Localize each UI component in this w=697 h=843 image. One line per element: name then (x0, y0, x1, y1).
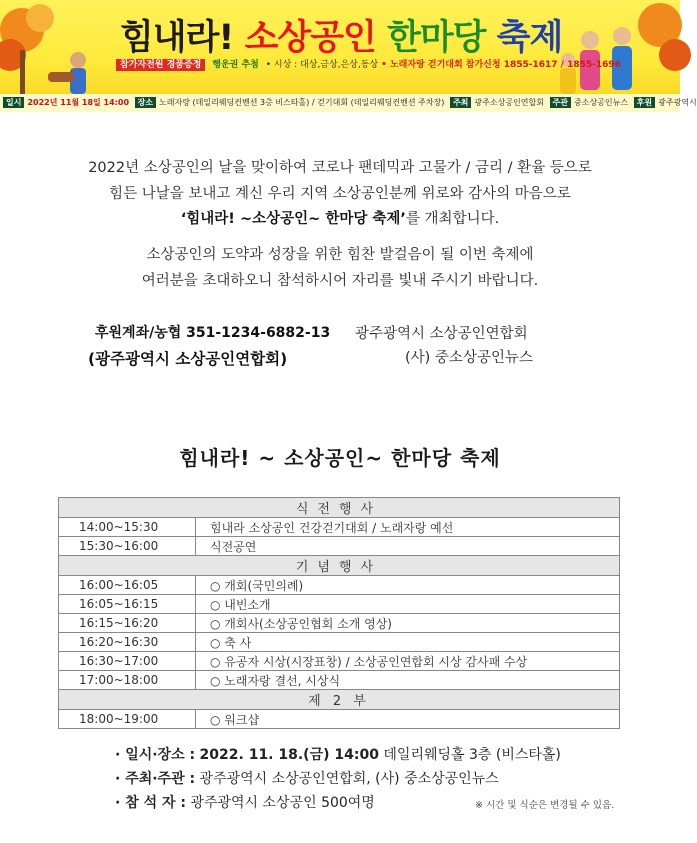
date-value: 2022년 11월 18일 14:00 (27, 98, 130, 107)
time-cell: 17:00~18:00 (59, 671, 196, 690)
title-part3: 한마당 (387, 18, 486, 58)
date-value-bold: 2022. 11. 18.(금) 14:00 (199, 747, 379, 763)
time-cell: 16:30~17:00 (59, 652, 196, 671)
place-value: 노래자랑 (데일리웨딩컨벤션 3층 비스타홀) / 걷기대회 (데일리웨딩컨벤션 주차장) (159, 98, 445, 107)
account-holder: (광주광역시 소상공인연합회) (88, 350, 288, 368)
intro-line-1: 2022년 소상공인의 날을 맞이하여 코로나 팬데믹과 고물가 / 금리 / 환율 등으로 (88, 160, 592, 176)
desc-cell: ○ 워크샵 (196, 710, 620, 729)
schedule-table (58, 497, 620, 729)
attendees-label: · 참 석 자 : (115, 795, 186, 811)
time-cell: 16:15~16:20 (59, 614, 196, 633)
table-row (59, 671, 620, 690)
signup-text: • 노래자랑 걷기대회 참가신청 1855-1617 / 1855-1696 (381, 60, 621, 70)
table-row (59, 576, 620, 595)
awards-text: • 시상 : 대상,금상,은상,동상 (265, 60, 379, 70)
time-cell: 16:20~16:30 (59, 633, 196, 652)
time-cell: 18:00~19:00 (59, 710, 196, 729)
organizer-1: 광주광역시 소상공인연합회 (355, 326, 528, 342)
time-cell: 16:00~16:05 (59, 576, 196, 595)
intro-line-3 (40, 207, 640, 228)
desc-cell: 식전공연 (196, 537, 620, 556)
desc-cell: 힘내라 소상공인 건강걷기대회 / 노래자랑 예선 (196, 518, 620, 537)
table-row (59, 537, 620, 556)
intro-line-3-rest: 를 개최합니다. (405, 211, 500, 227)
intro-line-2: 힘든 나날을 보내고 계신 우리 지역 소상공인분께 위로와 감사의 마음으로 (109, 186, 571, 202)
section-pre-event: 식전행사 (59, 498, 620, 518)
desc-cell: ○ 개회(국민의례) (196, 576, 620, 595)
summary-host (115, 768, 499, 788)
event-title: 힘내라! ~ 소상공인~ 한마당 축제 (179, 446, 501, 470)
change-notice: ※ 시간 및 식순은 변경될 수 있음. (475, 800, 615, 811)
time-cell: 14:00~15:30 (59, 518, 196, 537)
festival-name: ‘힘내라! ~소상공인~ 한마당 축제’ (180, 211, 406, 227)
festival-banner (0, 0, 697, 112)
summary-date-place (115, 744, 561, 764)
desc-cell: ○ 개회사(소상공인협회 소개 영상) (196, 614, 620, 633)
organizer-value: 중소상공인뉴스 (574, 98, 629, 107)
host-tag: 주최 (450, 97, 471, 108)
desc-cell: ○ 축 사 (196, 633, 620, 652)
banner-subline (116, 57, 621, 70)
desc-cell: ○ 유공자 시상(시장표창) / 소상공인연합회 시상 감사패 수상 (196, 652, 620, 671)
title-part4: 축제 (496, 18, 563, 58)
date-place-label: · 일시·장소 : (115, 747, 196, 763)
section-ceremony: 기념행사 (59, 556, 620, 576)
summary-attendees (115, 792, 375, 812)
section-row (59, 556, 620, 576)
title-part2: 소상공인 (244, 18, 376, 58)
host-label: · 주최·주관 : (115, 771, 196, 787)
banner-info-bar (0, 94, 697, 112)
banner-title (120, 10, 563, 60)
table-row (59, 614, 620, 633)
table-row (59, 710, 620, 729)
sponsor-account: 후원계좌/농협 351-1234-6882-13 (95, 325, 331, 341)
intro-line-4: 소상공인의 도약과 성장을 위한 힘찬 발걸음이 될 이번 축제에 (146, 247, 534, 263)
support-tag: 후원 (634, 97, 655, 108)
table-row (59, 518, 620, 537)
host-value-text: 광주광역시 소상공인연합회, (사) 중소상공인뉴스 (195, 771, 499, 787)
organizer-2: (사) 중소상공인뉴스 (405, 350, 533, 366)
desc-cell: ○ 내빈소개 (196, 595, 620, 614)
table-row (59, 595, 620, 614)
time-cell: 16:05~16:15 (59, 595, 196, 614)
table-row (59, 652, 620, 671)
section-row (59, 498, 620, 518)
support-value: 광주광역시 (658, 98, 697, 107)
desc-cell: ○ 노래자랑 결선, 시상식 (196, 671, 620, 690)
place-value-text: 데일리웨딩홀 3층 (비스타홀) (378, 747, 561, 763)
time-cell: 15:30~16:00 (59, 537, 196, 556)
attendees-value: 광주광역시 소상공인 500여명 (186, 795, 375, 811)
place-tag: 장소 (135, 97, 156, 108)
prize-badge: 참가자전원 경품증정 (116, 59, 205, 71)
lottery-text: 행운권 추첨 (212, 60, 259, 70)
date-tag: 일시 (3, 97, 24, 108)
section-row (59, 690, 620, 710)
host-value: 광주소상공인연합회 (474, 98, 544, 107)
intro-line-5: 여러분을 초대하오니 참석하시어 자리를 빛내 주시기 바랍니다. (141, 273, 539, 289)
title-part1: 힘내라! (120, 18, 234, 58)
table-row (59, 633, 620, 652)
section-part2: 제 2 부 (59, 690, 620, 710)
organizer-tag: 주관 (550, 97, 571, 108)
